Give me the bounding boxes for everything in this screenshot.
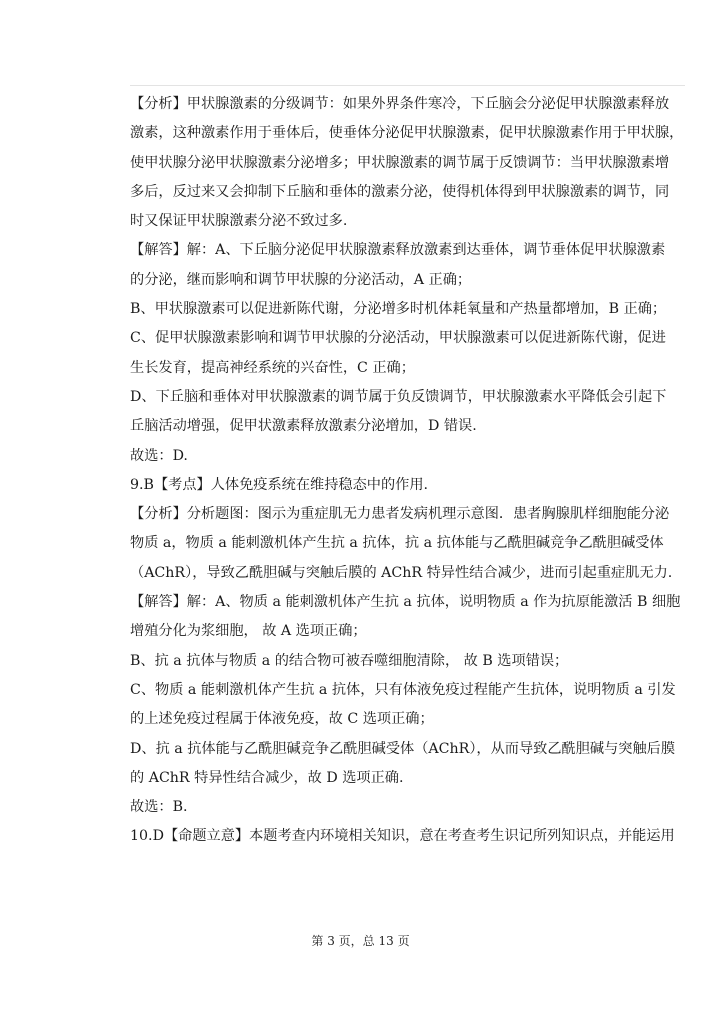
text-line: C、物质 a 能刺激机体产生抗 a 抗体，只有体液免疫过程能产生抗体，说明物质 a 引发 — [130, 681, 676, 698]
text-line: 使甲状腺分泌甲状腺激素分泌增多；甲状腺激素的调节属于反馈调节：当甲状腺激素增 — [130, 154, 670, 171]
text-line: 的 AChR 特异性结合减少，故 D 选项正确. — [130, 769, 404, 786]
text-line: 时又保证甲状腺激素分泌不致过多. — [130, 213, 348, 230]
text-line: C、促甲状腺激素影响和调节甲状腺的分泌活动，甲状腺激素可以促进新陈代谢，促进 — [130, 330, 666, 347]
header-rule — [130, 85, 685, 86]
text-line: 【分析】甲状腺激素的分级调节：如果外界条件寒冷，下丘脑会分泌促甲状腺激素释放 — [130, 96, 670, 112]
text-line: 多后，反过来又会抑制下丘脑和垂体的激素分泌，使得机体得到甲状腺激素的调节，同 — [130, 183, 670, 200]
text-line: 丘脑活动增强，促甲状激素释放激素分泌增加，D 错误. — [130, 418, 477, 435]
text-line: 增殖分化为浆细胞， 故 A 选项正确； — [130, 623, 367, 640]
text-line: 故选：D. — [130, 447, 188, 464]
text-line: 的分泌，继而影响和调节甲状腺的分泌活动，A 正确； — [130, 271, 472, 288]
text-line: 【解答】解：A、下丘脑分泌促甲状腺激素释放激素到达垂体，调节垂体促甲状腺激素 — [130, 242, 666, 259]
document-body — [130, 90, 686, 852]
text-line: 物质 a，物质 a 能刺激机体产生抗 a 抗体，抗 a 抗体能与乙酰胆碱竞争乙酰胆碱受体 — [130, 535, 664, 552]
text-line: 9.B【考点】人体免疫系统在维持稳态中的作用. — [130, 476, 429, 493]
text-line: 【分析】分析题图：图示为重症肌无力患者发病机理示意图．患者胸腺肌样细胞能分泌 — [130, 506, 670, 523]
text-line: B、甲状腺激素可以促进新陈代谢，分泌增多时机体耗氧量和产热量都增加，B 正确； — [130, 301, 667, 318]
text-line: 故选：B. — [130, 799, 188, 816]
text-line: 生长发育，提高神经系统的兴奋性，C 正确； — [130, 359, 415, 376]
text-line: 激素，这种激素作用于垂体后，使垂体分泌促甲状腺激素，促甲状腺激素作用于甲状腺， — [130, 125, 684, 142]
text-line: 【解答】解：A、物质 a 能刺激机体产生抗 a 抗体，说明物质 a 作为抗原能激活 B 细胞 — [130, 594, 681, 611]
text-line: 的上述免疫过程属于体液免疫，故 C 选项正确； — [130, 711, 434, 728]
text-line: 10.D【命题立意】本题考查内环境相关知识，意在考查考生识记所列知识点，并能运用 — [130, 828, 675, 845]
text-line: D、下丘脑和垂体对甲状腺激素的调节属于负反馈调节，甲状腺激素水平降低会引起下 — [130, 388, 667, 405]
page-footer: 第 3 页，总 13 页 — [311, 934, 410, 948]
text-line: B、抗 a 抗体与物质 a 的结合物可被吞噬细胞清除， 故 B 选项错误； — [130, 652, 569, 669]
text-line: D、抗 a 抗体能与乙酰胆碱竞争乙酰胆碱受体（AChR），从而导致乙酰胆碱与突触后膜 — [130, 740, 676, 757]
text-line: （AChR），导致乙酰胆碱与突触后膜的 AChR 特异性结合减少，进而引起重症肌无力. — [130, 564, 673, 581]
